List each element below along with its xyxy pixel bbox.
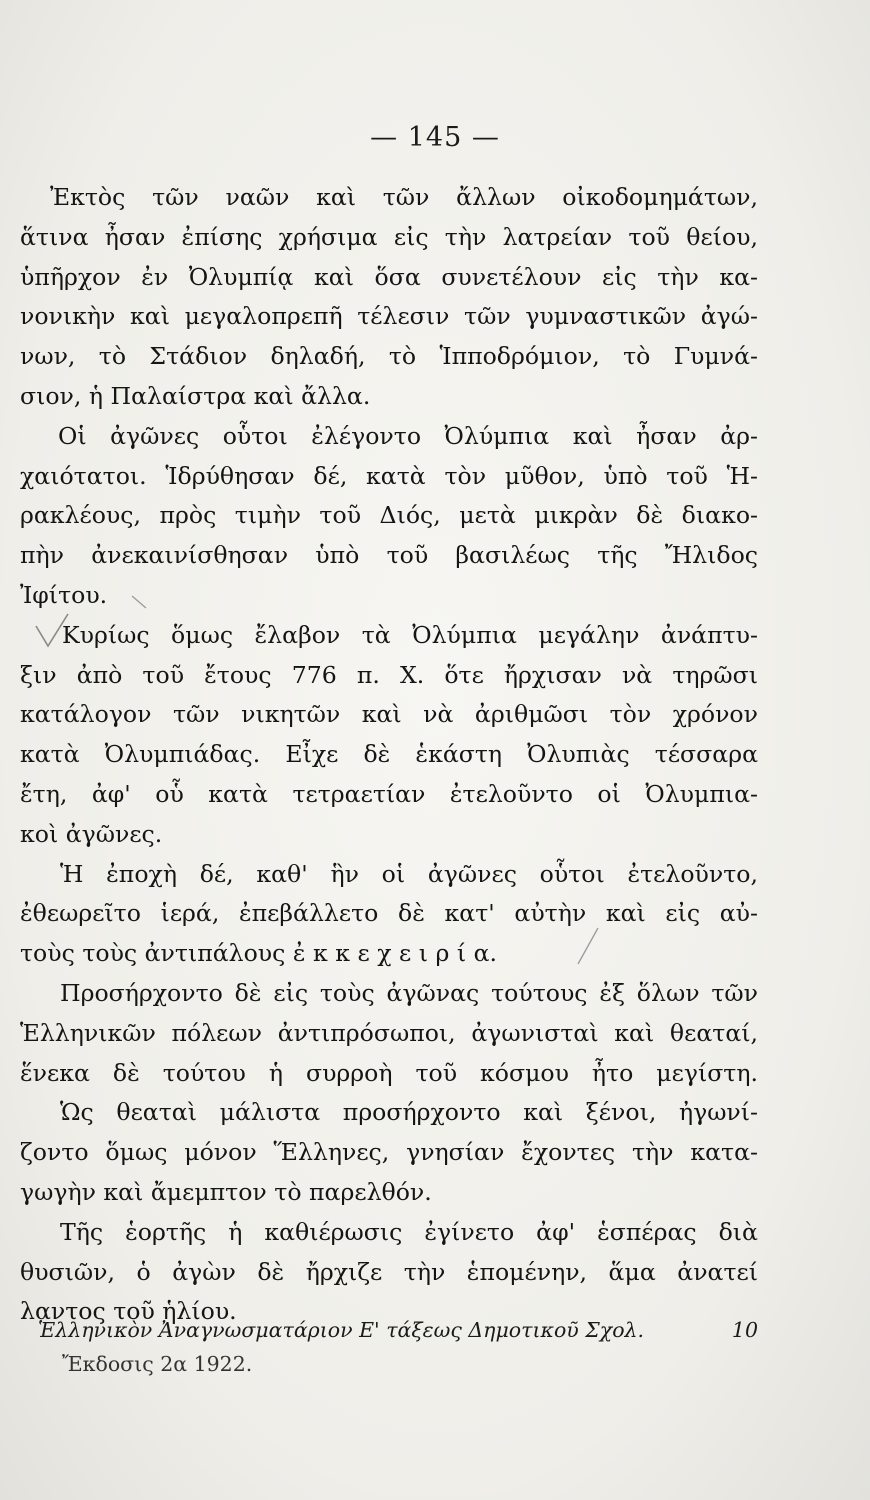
text-line: νων, τὸ Στάδιον δηλαδή, τὸ Ἱπποδρόμιον, τὸ Γυμνά- [20, 342, 758, 371]
footer-book-title: Ἑλληνικὸν Ἀναγνωσματάριον Ε' τάξεως Δημοτικοῦ Σχολ. [38, 1318, 645, 1342]
text-line: ζοντο ὅμως μόνον Ἕλληνες, γνησίαν ἔχοντες τὴν κατα- [20, 1138, 758, 1167]
body-text [20, 178, 758, 1332]
text-line: Ἡ ἐποχὴ δέ, καθ' ἣν οἱ ἀγῶνες οὗτοι ἐτελοῦντο, [60, 859, 758, 888]
text-line: κατάλογον τῶν νικητῶν καὶ νὰ ἀριθμῶσι τὸν χρόνον [20, 700, 758, 729]
text-line: χαιότατοι. Ἱδρύθησαν δέ, κατὰ τὸν μῦθον, ὑπὸ τοῦ Ἡ- [20, 461, 758, 490]
text-line: ρακλέους, πρὸς τιμὴν τοῦ Διός, μετὰ μικρὰν δὲ διακο- [20, 501, 758, 530]
text-line: Προσήρχοντο δὲ εἰς τοὺς ἀγῶνας τούτους ἐξ ὅλων τῶν [60, 978, 758, 1007]
text-line: Οἱ ἀγῶνες οὗτοι ἐλέγοντο Ὀλύμπια καὶ ἦσαν ἀρ- [58, 421, 758, 450]
signature-mark: 10 [731, 1318, 758, 1342]
text-line: γωγὴν καὶ ἄμεμπτον τὸ παρελθόν. [20, 1177, 432, 1206]
text-line: Ὡς θεαταὶ μάλιστα προσήρχοντο καὶ ξένοι, ἠγωνί- [60, 1098, 758, 1127]
footer-book-title-row [38, 1318, 758, 1342]
text-line: ἔτη, ἀφ' οὗ κατὰ τετραετίαν ἐτελοῦντο οἱ Ὀλυμπια- [20, 779, 758, 808]
text-line: ὑπῆρχον ἐν Ὀλυμπίᾳ καὶ ὅσα συνετέλουν εἰς τὴν κα- [20, 262, 758, 291]
text-line: τοὺς τοὺς ἀντιπάλους ἐ κ κ ε χ ε ι ρ ί α. [20, 939, 498, 968]
text-line: νονικὴν καὶ μεγαλοπρεπῆ τέλεσιν τῶν γυμναστικῶν ἀγώ- [20, 302, 758, 331]
text-line: ξιν ἀπὸ τοῦ ἔτους 776 π. Χ. ὅτε ἤρχισαν νὰ τηρῶσι [20, 660, 758, 689]
text-line: Ἐκτὸς τῶν ναῶν καὶ τῶν ἄλλων οἰκοδομημάτων, [50, 183, 758, 211]
text-line: Ἰφίτου. [20, 580, 108, 609]
text-line: πὴν ἀνεκαινίσθησαν ὑπὸ τοῦ βασιλέως τῆς Ἤλιδος [20, 541, 758, 570]
text-line: σιον, ἡ Παλαίστρα καὶ ἄλλα. [20, 381, 371, 410]
text-line: κοὶ ἀγῶνες. [20, 819, 163, 848]
text-line: ἐθεωρεῖτο ἱερά, ἐπεβάλλετο δὲ κατ' αὐτὴν καὶ εἰς αὐ- [20, 899, 758, 928]
text-line: Τῆς ἑορτῆς ἡ καθιέρωσις ἐγίνετο ἀφ' ἑσπέρας διὰ [60, 1217, 758, 1246]
text-line: λαντος τοῦ ἡλίου. [20, 1297, 237, 1326]
text-line: κατὰ Ὀλυμπιάδας. Εἶχε δὲ ἑκάστη Ὀλυπιὰς τέσσαρα [20, 740, 758, 769]
text-line: θυσιῶν, ὁ ἀγὼν δὲ ἤρχιζε τὴν ἑπομένην, ἅμα ἀνατεί [20, 1257, 758, 1286]
text-line: Ἑλληνικῶν πόλεων ἀντιπρόσωποι, ἀγωνισταὶ καὶ θεαταί, [20, 1018, 758, 1047]
text-line: ἕνεκα δὲ τούτου ἡ συρροὴ τοῦ κόσμου ἦτο μεγίστη. [20, 1058, 758, 1087]
text-line: ἅτινα ἦσαν ἐπίσης χρήσιμα εἰς τὴν λατρείαν τοῦ θείου, [20, 222, 758, 251]
footer-edition: Ἔκδοσις 2α 1922. [62, 1352, 253, 1376]
page-number: — 145 — [370, 122, 500, 153]
text-line: Κυρίως ὅμως ἔλαβον τὰ Ὀλύμπια μεγάλην ἀνάπτυ- [62, 620, 758, 649]
